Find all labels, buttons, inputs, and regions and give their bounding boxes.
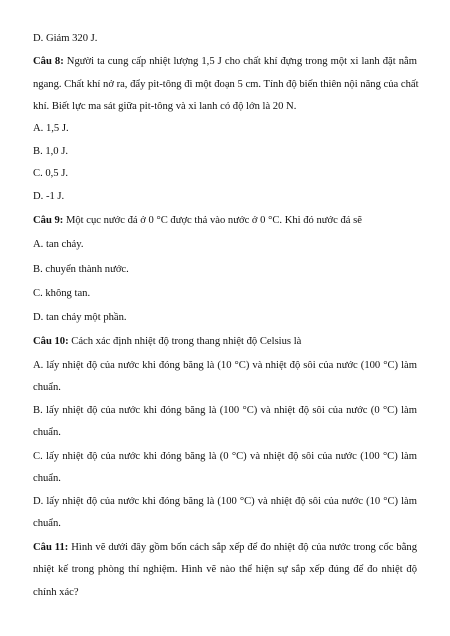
question-10-stem: Câu 10: Cách xác định nhiệt độ trong thang nhiệt độ Celsius là bbox=[33, 336, 302, 347]
question-9-option-a: A. tan chảy. bbox=[33, 239, 84, 250]
question-8-option-b: B. 1,0 J. bbox=[33, 146, 69, 157]
question-9-stem: Câu 9: Một cục nước đá ở 0 °C được thả vào nước ở 0 °C. Khi đó nước đá sẽ bbox=[33, 215, 362, 226]
question-8-stem-line-3: khí. Biết lực ma sát giữa pit-tông và xi lanh có độ lớn là 20 N. bbox=[33, 101, 297, 112]
question-11-stem-line-2: nhiệt kế trong phòng thí nghiệm. Hình vẽ nào thể hiện sự sắp xếp đúng để đo nhiệt độ bbox=[33, 564, 417, 575]
question-9-number: Câu 9: bbox=[33, 215, 64, 226]
question-9-option-d: D. tan chảy một phần. bbox=[33, 312, 127, 323]
question-10-option-d-line-2: chuẩn. bbox=[33, 518, 61, 529]
question-8-option-a: A. 1,5 J. bbox=[33, 123, 69, 134]
question-9-option-b: B. chuyển thành nước. bbox=[33, 264, 129, 275]
question-10-number: Câu 10: bbox=[33, 336, 69, 347]
question-10-option-a-line-1: A. lấy nhiệt độ của nước khi đóng băng là (10 °C) và nhiệt độ sôi của nước (100 °C) làm bbox=[33, 360, 417, 371]
question-8-option-d: D. -1 J. bbox=[33, 191, 65, 202]
question-10-option-a-line-2: chuẩn. bbox=[33, 382, 61, 393]
question-10-option-b-line-1: B. lấy nhiệt độ của nước khi đóng băng là (100 °C) và nhiệt độ sôi của nước (0 °C) làm bbox=[33, 405, 417, 416]
previous-question-option-d: D. Giảm 320 J. bbox=[33, 33, 98, 44]
question-10-option-c-line-1: C. lấy nhiệt độ của nước khi đóng băng là (0 °C) và nhiệt độ sôi của nước (100 °C) làm bbox=[33, 451, 417, 462]
question-9-option-c: C. không tan. bbox=[33, 288, 91, 299]
question-10-option-d-line-1: D. lấy nhiệt độ của nước khi đóng băng là (100 °C) và nhiệt độ sôi của nước (10 °C) làm bbox=[33, 496, 417, 507]
question-11-stem-line-3: chính xác? bbox=[33, 587, 79, 598]
question-8-option-c: C. 0,5 J. bbox=[33, 168, 69, 179]
question-10-option-c-line-2: chuẩn. bbox=[33, 473, 61, 484]
question-11-number: Câu 11: bbox=[33, 542, 69, 553]
question-8-stem-line-2: ngang. Chất khí nở ra, đẩy pit-tông đi một đoạn 5 cm. Tính độ biến thiên nội năng của chất bbox=[33, 79, 419, 90]
question-10-option-b-line-2: chuẩn. bbox=[33, 427, 61, 438]
question-8-stem-line-1: Câu 8: Người ta cung cấp nhiệt lượng 1,5 J cho chất khí đựng trong một xi lanh đặt nằm bbox=[33, 56, 417, 67]
question-8-number: Câu 8: bbox=[33, 56, 64, 67]
question-11-stem-line-1: Câu 11: Hình vẽ dưới đây gồm bốn cách sắp xếp để đo nhiệt độ của nước trong cốc bằng bbox=[33, 542, 418, 553]
